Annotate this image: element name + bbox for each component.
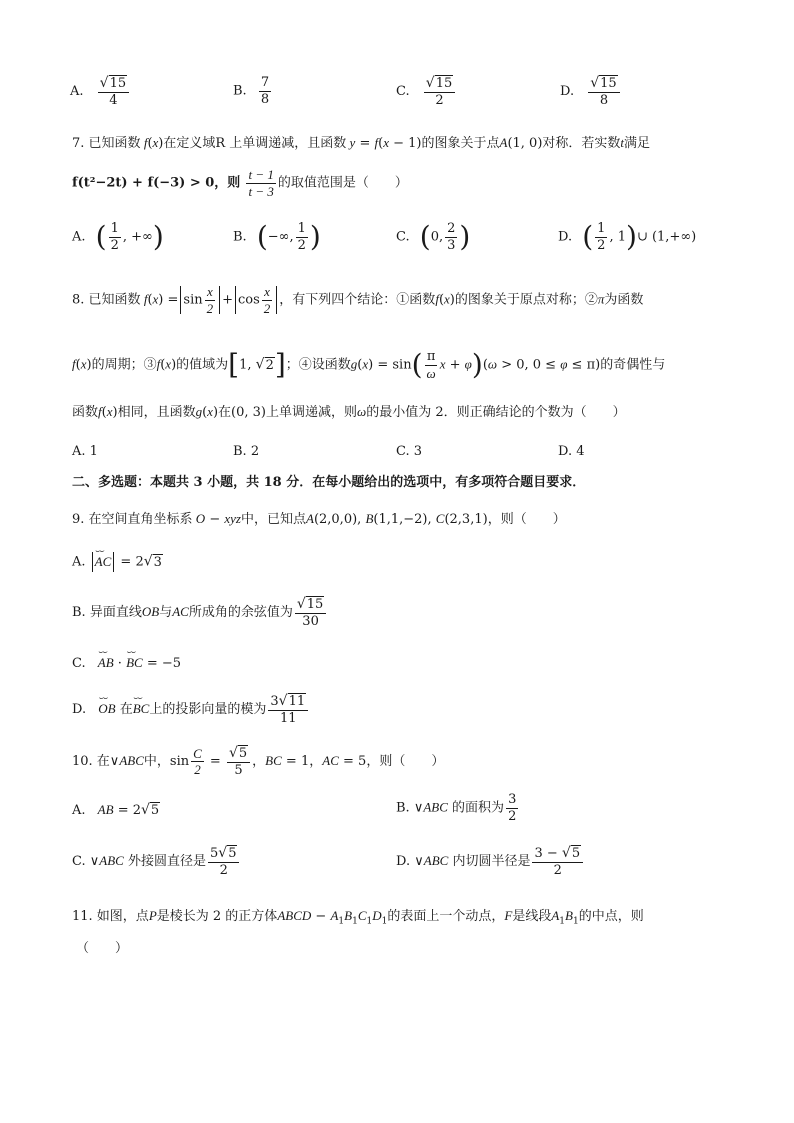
q10-option-d: D. ∨ABC 内切圆半径是 $\frac{3 - √5}{2}$ [396, 846, 585, 877]
q8-line3: 函数f(x)相同，且函数g(x)在(0, 3)上单调递减，则ω的最小值为 2．则正确结论的个数为（ ） [72, 404, 626, 420]
section-2-heading: 二、多选题：本题共 3 小题，共 18 分．在每小题给出的选项中，有多项符合题目要求． [72, 475, 586, 490]
q9-option-a: A. ⌣⌣ AC = 2√3 [72, 552, 163, 572]
q7-option-c: C. (0, $\frac{2}{3}$ ) [396, 220, 471, 254]
q10-line: 10. 在∨ABC中，sin $\frac{C}{2}$ = $\frac{√5}{5}$ ，BC = 1，AC = 5，则（ ） [72, 745, 445, 778]
q9-option-c: C. ⌣⌣ AB · ⌣⌣ BC = −5 [72, 656, 181, 670]
q10-option-a: A. AB = 2√5 [72, 802, 160, 818]
q8-option-b: B. 2 [233, 444, 260, 459]
q11-line: 11. 如图，点P是棱长为 2 的正方体ABCD − $A_1B_1C_1D_1$的表面上一个动点，F是线段$A_1B_1$的中点，则 [72, 908, 644, 927]
q8-line2: f(x)的周期；③f(x)的值域为[1, √2]；④设函数g(x) = sin( $\frac{\pi}{\omega}$ x + φ)(ω > 0, 0 ≤ φ ≤ π)的奇偶性与 [72, 348, 666, 382]
q10-option-c: C. ∨ABC 外接圆直径是 $\frac{5√5}{2}$ [72, 846, 241, 877]
q8-option-d: D. 4 [558, 444, 585, 459]
q9-line: 9. 在空间直角坐标系 O − xyz中，已知点A(2,0,0), B(1,1,−2), C(2,3,1)，则（ ） [72, 511, 566, 527]
q8-option-a: A. 1 [72, 444, 98, 459]
q7-option-b: B. (−∞, $\frac{1}{2}$ ) [233, 220, 321, 254]
q6-option-c: C. $\frac{√15}{2}$ [396, 76, 457, 107]
q7-line1: 7. 已知函数 f(x)在定义域R 上单调递减，且函数 y = f(x − 1)的图象关于点A(1, 0)对称．若实数t满足 [72, 135, 651, 151]
q8-line1: 8. 已知函数 f(x) = sin $\frac{x}{2}$ + cos $\frac{x}{2}$ ，有下列四个结论：①函数f(x)的图象关于原点对称；②π为函数 [72, 284, 644, 316]
q7-option-d: D. ( $\frac{1}{2}$ , 1)∪ (1,+∞) [558, 220, 697, 254]
q6-option-d: D. $\frac{√15}{8}$ [560, 76, 622, 107]
q10-option-b: B. ∨ABC 的面积为 $\frac{3}{2}$ [396, 792, 517, 824]
q6-option-a: A. $\frac{√15}{4}$ [70, 76, 131, 107]
q6-option-b: B. $\frac{7}{8}$ [233, 75, 270, 107]
q11-line2: （ ） [76, 941, 129, 956]
q8-option-c: C. 3 [396, 444, 423, 459]
q9-option-d: D. ⌣⌣ OB 在⌣⌣ BC上的投影向量的模为 $\frac{3√11}{11}$ [72, 694, 310, 725]
q9-option-b: B. 异面直线OB与AC所成角的余弦值为 $\frac{√15}{30}$ [72, 597, 328, 628]
q7-line2: f(t²−2t) + f(−3) > 0，则 $\frac{t - 1}{t - 3}$ 的取值范围是（ ） [72, 167, 408, 199]
q7-option-a: A. ( $\frac{1}{2}$ , +∞) [72, 220, 164, 254]
